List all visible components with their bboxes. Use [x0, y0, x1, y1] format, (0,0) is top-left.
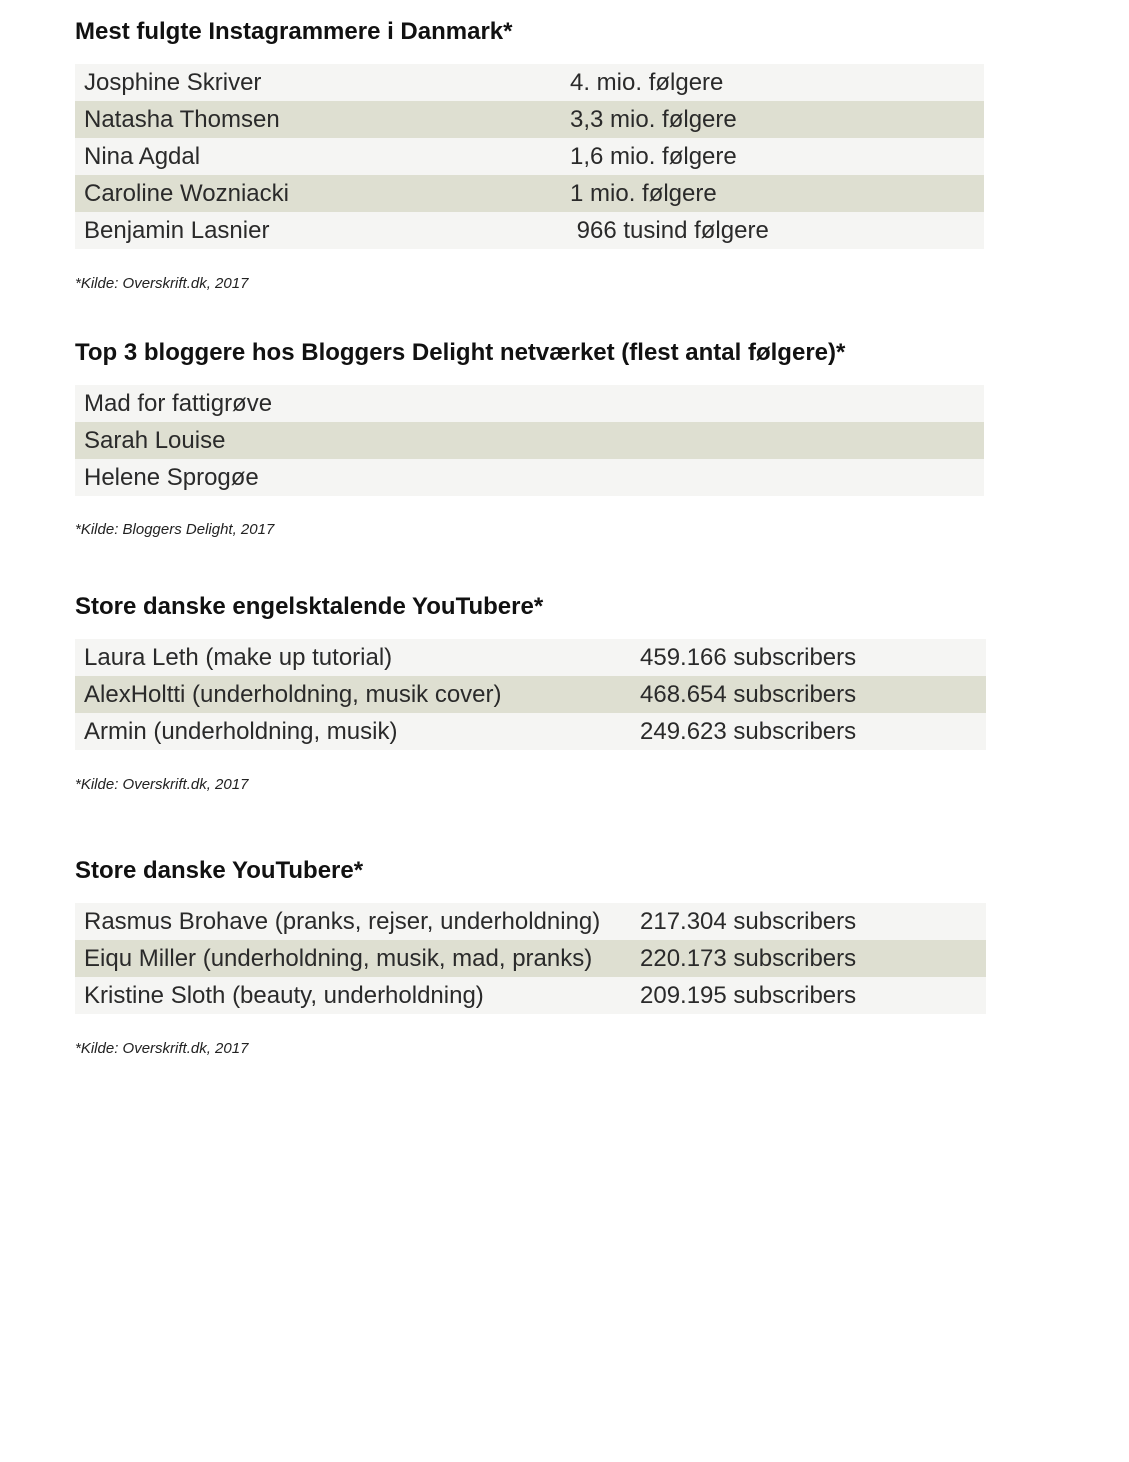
subscriber-count: 217.304 subscribers: [640, 908, 857, 935]
table-row: [75, 977, 986, 1014]
table-row: [75, 212, 984, 249]
table-row: [75, 713, 986, 750]
follower-count: 1 mio. følgere: [570, 180, 717, 207]
table-row: [75, 903, 986, 940]
youtuber-name: Laura Leth (make up tutorial): [84, 644, 393, 671]
youtube-dk-source: *Kilde: Overskrift.dk, 2017: [75, 1040, 249, 1057]
youtube-dk-table: [75, 903, 986, 1014]
blogger-name: Mad for fattigrøve: [84, 390, 273, 417]
youtuber-name: Kristine Sloth (beauty, underholdning): [84, 982, 484, 1009]
bloggers-source: *Kilde: Bloggers Delight, 2017: [75, 521, 275, 538]
instagrammer-name: Nina Agdal: [84, 143, 201, 170]
subscriber-count: 209.195 subscribers: [640, 982, 857, 1009]
follower-count: 3,3 mio. følgere: [570, 106, 737, 133]
youtuber-name: Rasmus Brohave (pranks, rejser, underholdning): [84, 908, 601, 935]
subscriber-count: 249.623 subscribers: [640, 718, 857, 745]
instagrammer-name: Josphine Skriver: [84, 69, 262, 96]
instagram-section-title: Mest fulgte Instagrammere i Danmark*: [75, 18, 513, 45]
instagrammer-name: Caroline Wozniacki: [84, 180, 289, 207]
table-row: [75, 385, 984, 422]
table-row: [75, 138, 984, 175]
blogger-name: Sarah Louise: [84, 427, 226, 454]
table-row: [75, 422, 984, 459]
bloggers-section-title: Top 3 bloggere hos Bloggers Delight netværket (flest antal følgere)*: [75, 339, 846, 366]
instagram-table: [75, 64, 984, 249]
instagram-source: *Kilde: Overskrift.dk, 2017: [75, 275, 249, 292]
subscriber-count: 220.173 subscribers: [640, 945, 857, 972]
blogger-name: Helene Sprogøe: [84, 464, 259, 491]
follower-count: 966 tusind følgere: [570, 217, 769, 244]
table-row: [75, 639, 986, 676]
youtube-en-table: [75, 639, 986, 750]
table-row: [75, 676, 986, 713]
youtuber-name: Eiqu Miller (underholdning, musik, mad, pranks): [84, 945, 593, 972]
youtube-dk-section-title: Store danske YouTubere*: [75, 857, 364, 884]
table-row: [75, 101, 984, 138]
follower-count: 1,6 mio. følgere: [570, 143, 737, 170]
subscriber-count: 459.166 subscribers: [640, 644, 857, 671]
table-row: [75, 64, 984, 101]
table-row: [75, 175, 984, 212]
instagrammer-name: Natasha Thomsen: [84, 106, 280, 133]
table-row: [75, 459, 984, 496]
youtuber-name: AlexHoltti (underholdning, musik cover): [84, 681, 502, 708]
youtube-en-section-title: Store danske engelsktalende YouTubere*: [75, 593, 544, 620]
subscriber-count: 468.654 subscribers: [640, 681, 857, 708]
bloggers-table: [75, 385, 984, 496]
youtuber-name: Armin (underholdning, musik): [84, 718, 398, 745]
table-row: [75, 940, 986, 977]
instagrammer-name: Benjamin Lasnier: [84, 217, 270, 244]
follower-count: 4. mio. følgere: [570, 69, 724, 96]
youtube-en-source: *Kilde: Overskrift.dk, 2017: [75, 776, 249, 793]
